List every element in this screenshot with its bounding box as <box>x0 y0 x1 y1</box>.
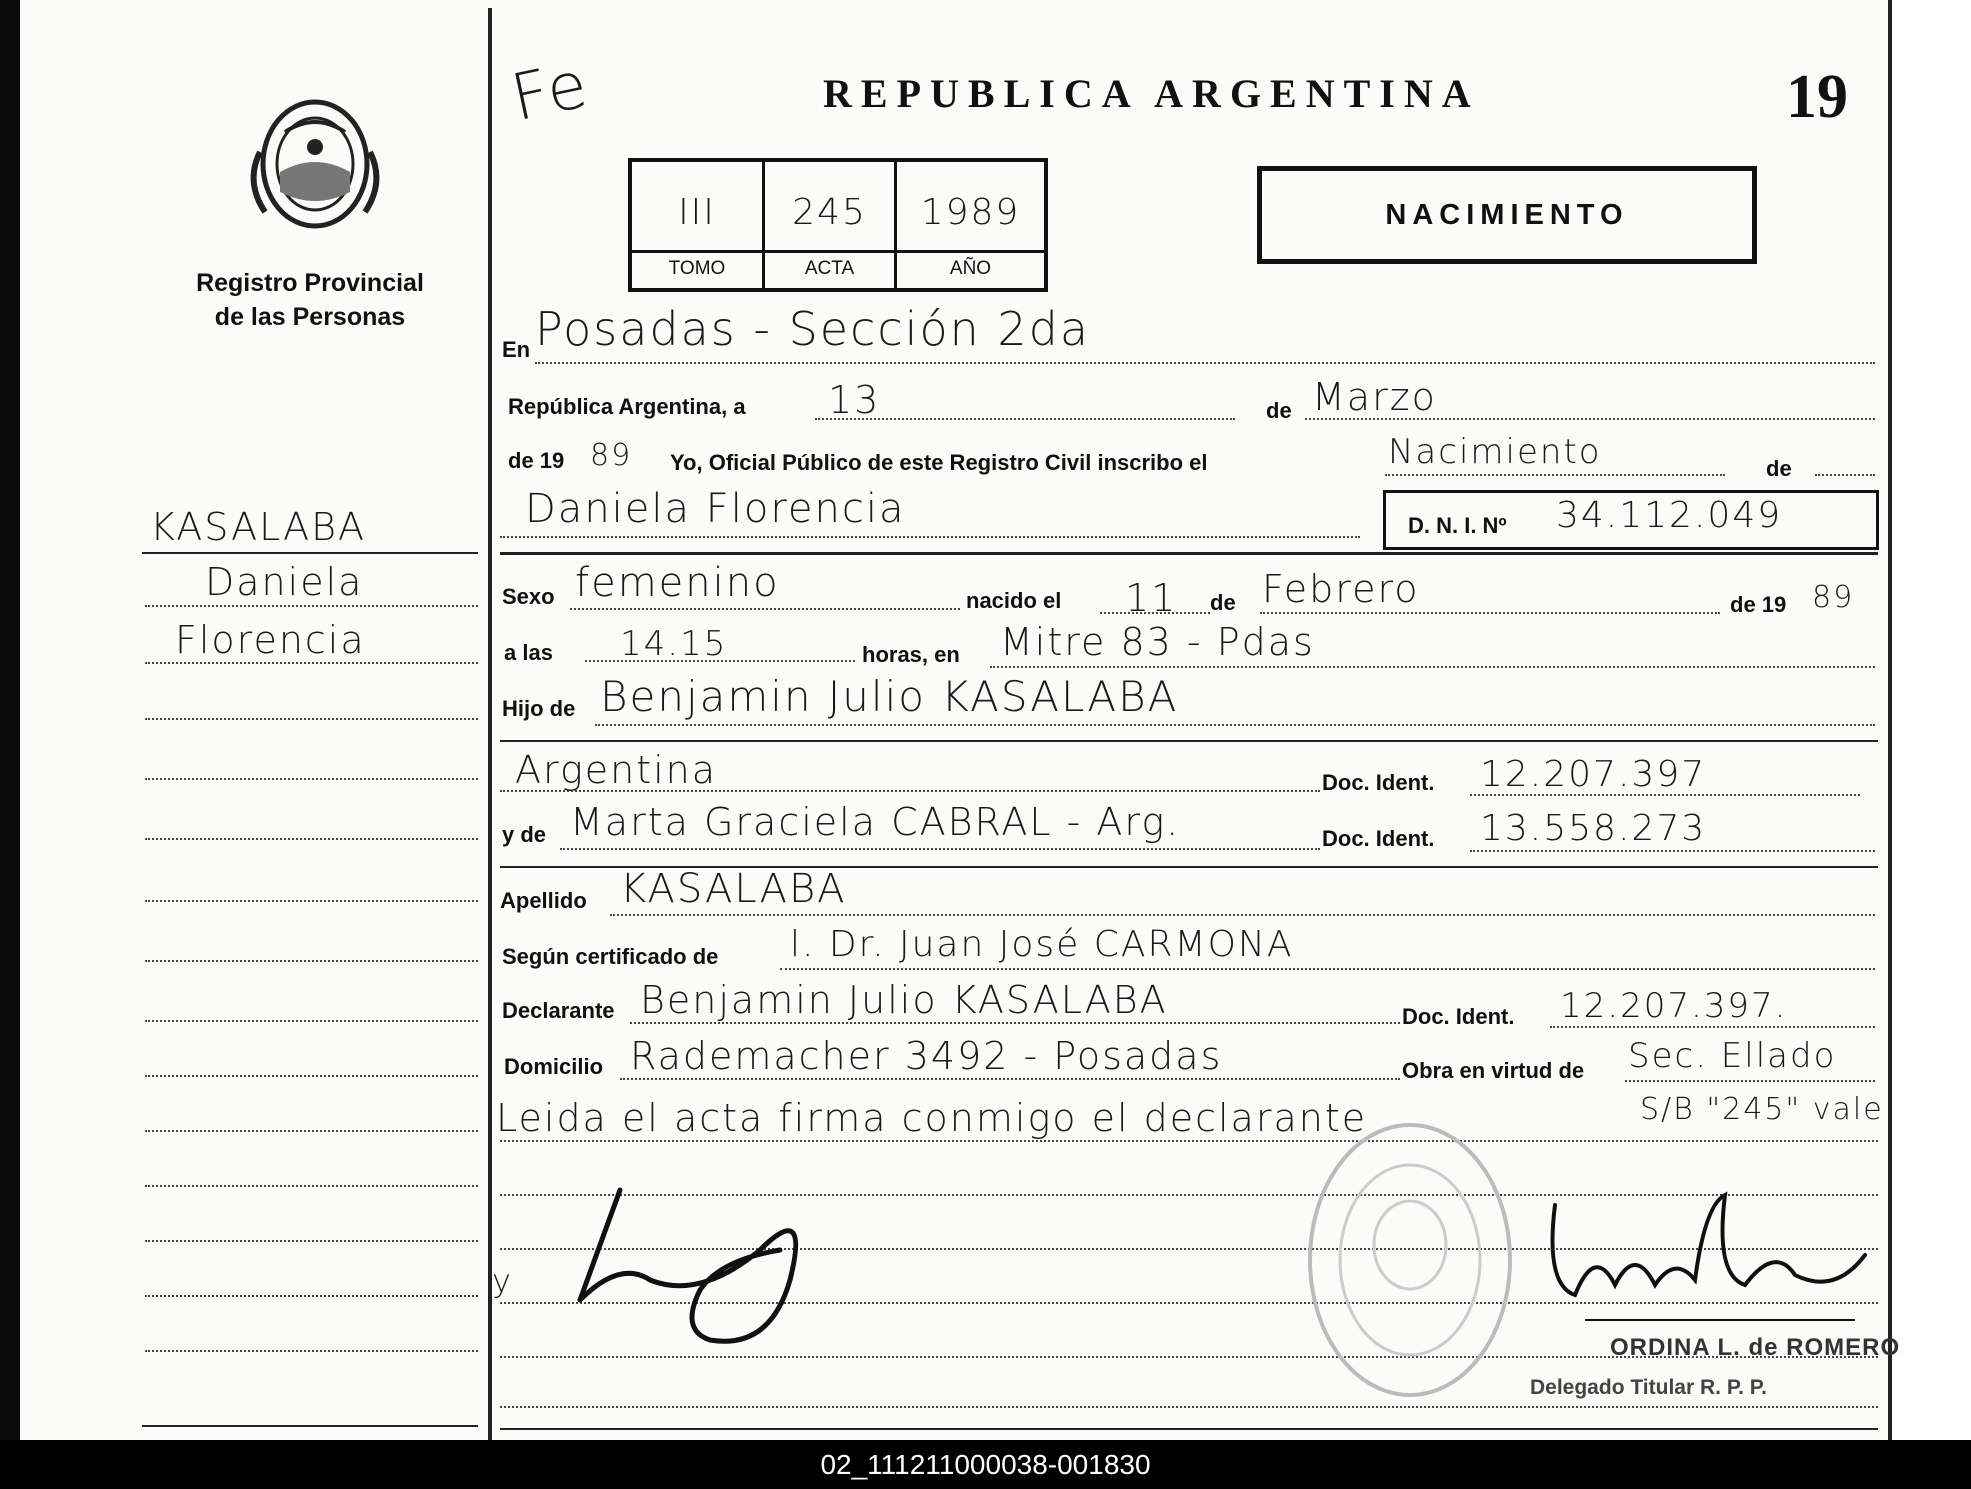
margin-second-name: Florencia <box>175 618 366 662</box>
en-label: En <box>502 337 531 362</box>
form-line <box>1100 612 1210 614</box>
registry-name-line1: Registro Provincial <box>196 269 424 297</box>
inscribo-label: Yo, Oficial Público de este Registro Civil inscribo el <box>670 450 1208 475</box>
birth-place: Mitre 83 - Pdas <box>1000 620 1315 664</box>
margin-line <box>145 900 478 902</box>
country-title: REPUBLICA ARGENTINA <box>823 71 1480 116</box>
form-line <box>1305 418 1875 420</box>
margin-line <box>145 778 478 780</box>
form-line <box>560 848 1320 850</box>
margin-line <box>145 1240 478 1242</box>
tomo-label: TOMO <box>668 258 726 279</box>
month: Marzo <box>1312 375 1437 419</box>
anio-value: 1989 <box>920 192 1021 233</box>
section-rule <box>500 552 1878 555</box>
de2-label: de <box>1766 456 1792 481</box>
year-prefix: de 19 <box>508 448 565 473</box>
yde-label: y de <box>502 822 547 847</box>
form-line <box>535 362 1875 364</box>
hijo-label: Hijo de <box>502 696 576 721</box>
form-line <box>500 536 1360 538</box>
margin-surname: KASALABA <box>150 505 366 549</box>
section-rule <box>500 740 1878 742</box>
hour: 14.15 <box>620 624 728 664</box>
section-rule <box>500 1428 1878 1430</box>
mother-doc: 13.558.273 <box>1480 808 1707 849</box>
acta-label: ACTA <box>804 258 855 279</box>
record-type-box <box>1257 166 1757 264</box>
form-line <box>585 660 855 662</box>
father-name: Benjamin Julio KASALABA <box>600 672 1179 721</box>
acta-value: 245 <box>792 192 867 233</box>
declarant-signature-icon <box>560 1180 860 1350</box>
birth-year-label: de 19 <box>1730 592 1787 617</box>
dni-value: 34.112.049 <box>1556 495 1783 536</box>
form-line <box>990 666 1875 668</box>
column-divider <box>488 8 492 1440</box>
alas-label: a las <box>504 640 553 665</box>
margin-line <box>145 1130 478 1132</box>
dni-label: D. N. I. Nº <box>1408 513 1507 538</box>
tomo-value: III <box>678 192 716 233</box>
form-line <box>630 1022 1400 1024</box>
margin-line <box>142 552 478 554</box>
doctor-name: l. Dr. Juan José CARMONA <box>790 924 1294 965</box>
form-line <box>500 1140 1878 1142</box>
form-line <box>500 790 1320 792</box>
closing-text: Leida el acta firma conmigo el declarante <box>496 1096 1368 1140</box>
registry-name-line2: de las Personas <box>214 303 406 331</box>
scan-margin-right <box>1895 0 1971 1440</box>
mother-name: Marta Graciela CABRAL - Arg. <box>570 800 1181 844</box>
left-mark: y <box>492 1262 513 1300</box>
form-line <box>1550 1026 1875 1028</box>
volume-box-divider <box>632 250 1044 253</box>
margin-line <box>145 1295 478 1297</box>
form-line <box>1470 850 1875 852</box>
form-line <box>780 968 1875 970</box>
place: Posadas - Sección 2da <box>535 302 1091 356</box>
form-line <box>610 914 1875 916</box>
declarante-doc: 12.207.397. <box>1560 986 1788 1026</box>
volume-box <box>628 158 1048 292</box>
form-line <box>815 418 1235 420</box>
margin-line <box>145 1185 478 1187</box>
de-label: de <box>1266 398 1292 423</box>
segun-label: Según certificado de <box>502 944 719 969</box>
margin-line <box>145 1020 478 1022</box>
form-line <box>620 1078 1400 1080</box>
obra-label: Obra en virtud de <box>1402 1058 1585 1083</box>
form-line <box>1625 1080 1875 1082</box>
form-line <box>1815 474 1875 476</box>
margin-first-name: Daniela <box>205 560 364 604</box>
doc-label-mother: Doc. Ident. <box>1322 826 1435 851</box>
margin-line <box>145 605 478 607</box>
form-line <box>595 724 1875 726</box>
doc-label: Doc. Ident. <box>1322 770 1435 795</box>
domicilio-label: Domicilio <box>504 1054 604 1079</box>
year-suffix: 89 <box>590 438 633 473</box>
act-type: Nacimiento <box>1388 432 1602 472</box>
birth-year: 89 <box>1812 580 1855 615</box>
form-line <box>1385 474 1725 476</box>
obra-value: Sec. Ellado <box>1628 1036 1837 1076</box>
margin-line <box>145 960 478 962</box>
birth-day: 11 <box>1125 576 1178 620</box>
page-number: 19 <box>1786 63 1848 131</box>
closing-note: S/B "245" vale <box>1640 1092 1884 1127</box>
form-line <box>570 608 960 610</box>
anio-label: AÑO <box>949 258 992 279</box>
apellido-label: Apellido <box>500 888 587 913</box>
nacido-label: nacido el <box>966 588 1062 613</box>
sexo-label: Sexo <box>502 584 555 609</box>
birth-month: Febrero <box>1262 567 1420 611</box>
father-nationality: Argentina <box>515 748 718 792</box>
official-stamp-icon <box>1300 1115 1520 1405</box>
margin-line <box>145 662 478 664</box>
record-type: NACIMIENTO <box>1385 199 1629 231</box>
margin-line <box>145 718 478 720</box>
provincial-seal-icon <box>240 92 390 237</box>
father-doc: 12.207.397 <box>1480 754 1707 795</box>
apellido-value: KASALABA <box>620 866 847 912</box>
sexo-value: femenino <box>575 560 780 606</box>
child-name: Daniela Florencia <box>525 486 906 532</box>
form-line <box>1260 612 1720 614</box>
day: 13 <box>828 378 881 422</box>
declarante-label: Declarante <box>502 998 615 1023</box>
margin-line <box>145 838 478 840</box>
margin-line <box>145 1075 478 1077</box>
scan-edge-left <box>0 0 20 1440</box>
dni-box <box>1383 490 1879 550</box>
horas-label: horas, en <box>862 642 960 667</box>
doc-label-declarante: Doc. Ident. <box>1402 1004 1515 1029</box>
margin-line <box>145 1350 478 1352</box>
form-line <box>1470 794 1860 796</box>
official-signature-icon <box>1535 1185 1885 1335</box>
form-line <box>500 1406 1878 1408</box>
official-name: ORDINA L. de ROMERO <box>1610 1334 1901 1361</box>
domicilio-value: Rademacher 3492 - Posadas <box>630 1034 1223 1078</box>
annotation-fe: Fe <box>505 47 596 137</box>
page-border-right <box>1888 0 1892 1440</box>
official-title: Delegado Titular R. P. P. <box>1530 1376 1767 1399</box>
declarante-name: Benjamin Julio KASALABA <box>640 978 1168 1022</box>
republica-label: República Argentina, a <box>508 394 746 419</box>
document-code: 02_111211000038-001830 <box>0 1440 1971 1489</box>
de3-label: de <box>1210 590 1236 615</box>
margin-line <box>142 1425 478 1427</box>
